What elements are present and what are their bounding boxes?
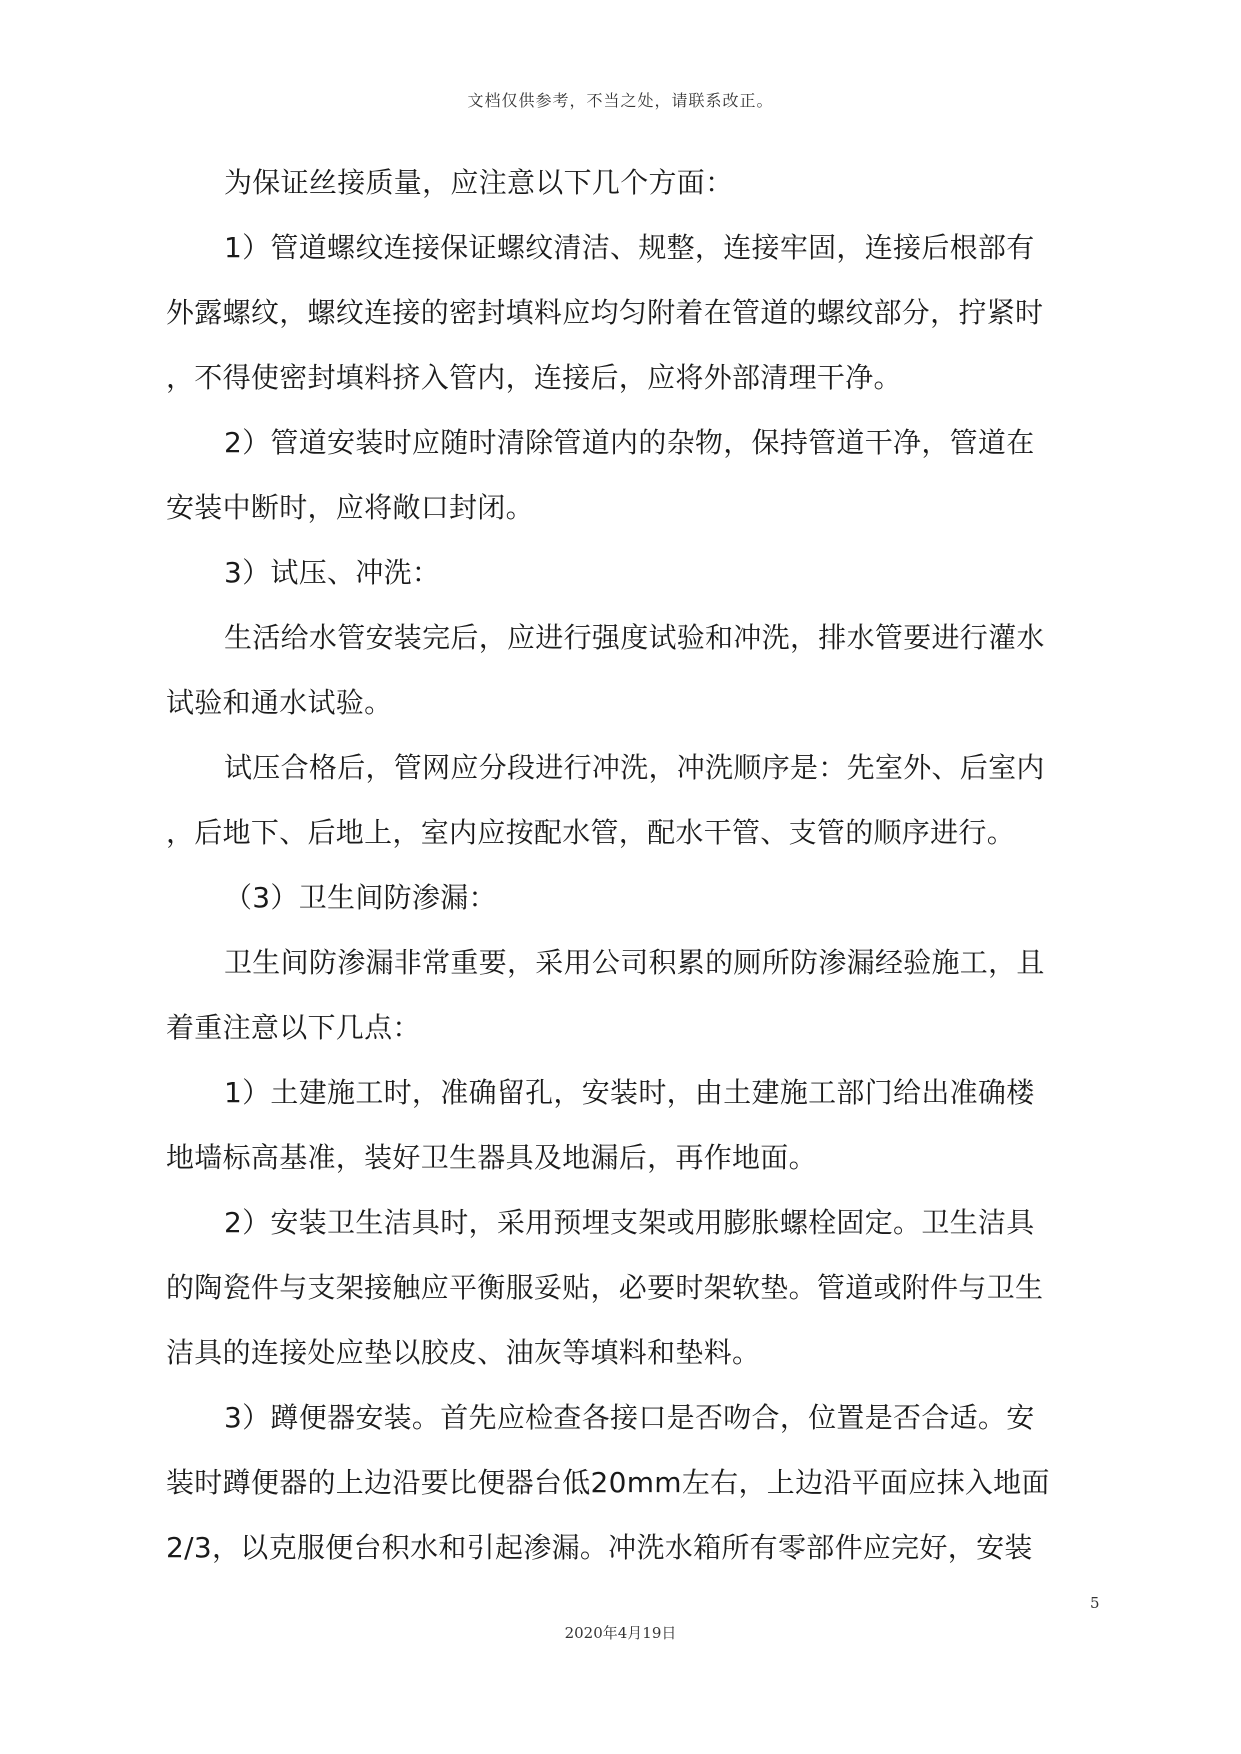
page-header-note: 文档仅供参考，不当之处，请联系改正。 [467,91,774,110]
paragraph-line: 3）蹲便器安装。首先应检查各接口是否吻合，位置是否合适。安 [224,1401,1035,1434]
paragraph-line: 为保证丝接质量，应注意以下几个方面： [224,166,734,199]
paragraph-line: 1）土建施工时，准确留孔，安装时，由土建施工部门给出准确楼 [224,1076,1035,1109]
paragraph-line: 装时蹲便器的上边沿要比便器台低20mm左右，上边沿平面应抹入地面 [166,1466,1050,1499]
section-heading: （3）卫生间防渗漏： [224,881,497,914]
paragraph-line: 外露螺纹，螺纹连接的密封填料应均匀附着在管道的螺纹部分，拧紧时 [166,296,1044,329]
paragraph-line: 地墙标高基准，装好卫生器具及地漏后，再作地面。 [166,1141,817,1174]
paragraph-line: 1）管道螺纹连接保证螺纹清洁、规整，连接牢固，连接后根部有 [224,231,1035,264]
paragraph-line: 洁具的连接处应垫以胶皮、油灰等填料和垫料。 [166,1336,761,1369]
page-number: 5 [1090,1594,1100,1612]
paragraph-line: 试验和通水试验。 [166,686,393,719]
paragraph-line: 的陶瓷件与支架接触应平衡服妥贴，必要时架软垫。管道或附件与卫生 [166,1271,1044,1304]
paragraph-line: 2）管道安装时应随时清除管道内的杂物，保持管道干净，管道在 [224,426,1035,459]
paragraph-line: 3）试压、冲洗： [224,556,441,589]
paragraph-line: ，后地下、后地上，室内应按配水管，配水干管、支管的顺序进行。 [166,816,1016,849]
paragraph-line: 安装中断时，应将敞口封闭。 [166,491,534,524]
paragraph-line: 着重注意以下几点： [166,1011,421,1044]
paragraph-line: 2/3，以克服便台积水和引起渗漏。冲洗水箱所有零部件应完好，安装 [166,1531,1033,1564]
paragraph-line: 生活给水管安装完后，应进行强度试验和冲洗，排水管要进行灌水 [224,621,1045,654]
paragraph-line: 卫生间防渗漏非常重要，采用公司积累的厕所防渗漏经验施工，且 [224,946,1045,979]
paragraph-line: ，不得使密封填料挤入管内，连接后，应将外部清理干净。 [166,361,902,394]
footer-date: 2020年4月19日 [564,1624,677,1642]
paragraph-line: 试压合格后，管网应分段进行冲洗，冲洗顺序是：先室外、后室内 [224,751,1045,784]
body-text [166,150,1106,1580]
paragraph-line: 2）安装卫生洁具时，采用预埋支架或用膨胀螺栓固定。卫生洁具 [224,1206,1035,1239]
